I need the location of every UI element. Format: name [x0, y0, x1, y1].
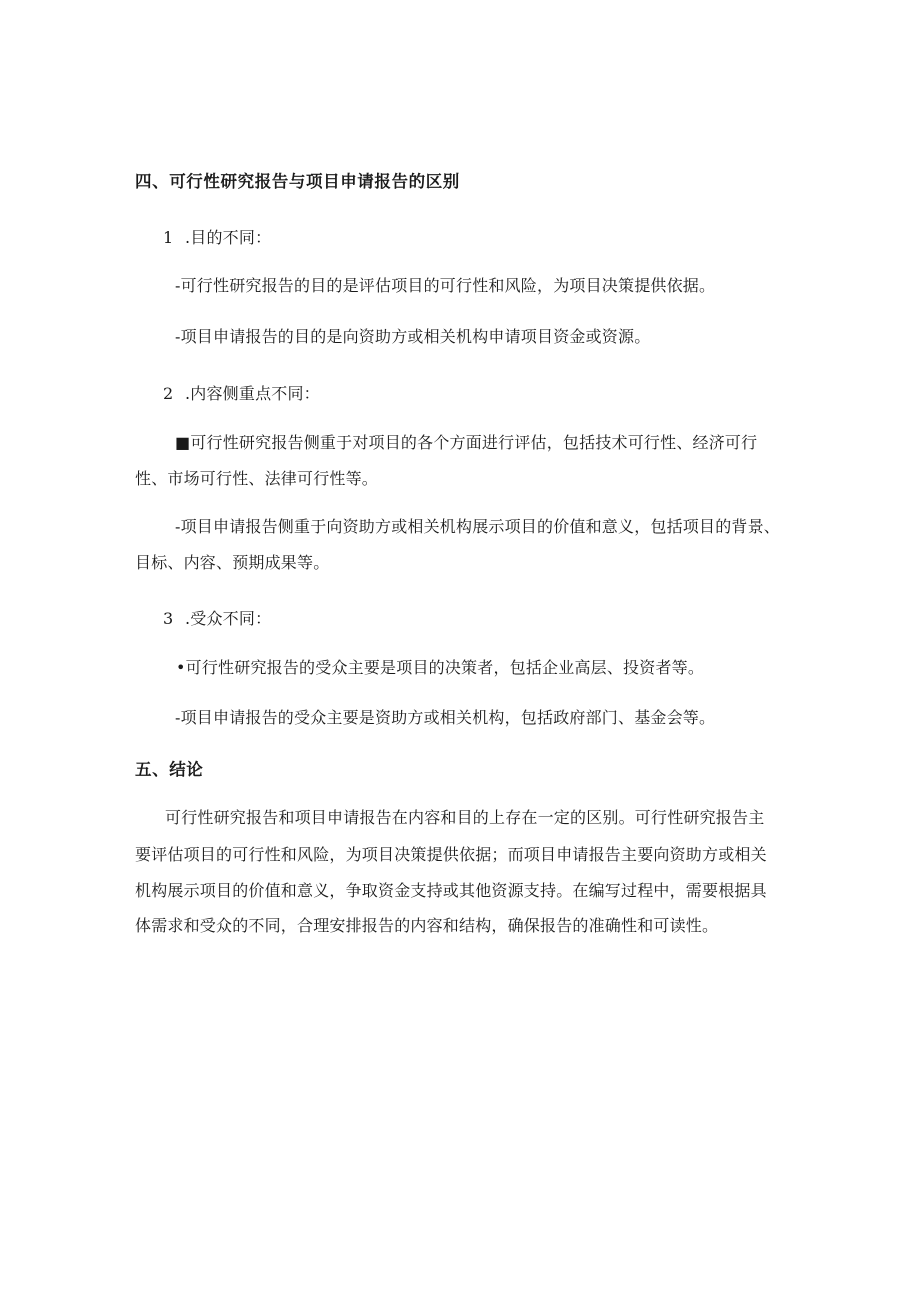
item-2-point-1-line-1: ■可行性研究报告侧重于对项目的各个方面进行评估，包括技术可行性、经济可行 — [175, 433, 758, 452]
item-1-heading — [163, 228, 271, 248]
item-1-label: .目的不同： — [185, 228, 272, 247]
conclusion-line-1: 可行性研究报告和项目申请报告在内容和目的上存在一定的区别。可行性研究报告主 — [165, 808, 765, 827]
conclusion-line-3: 机构展示项目的价值和意义，争取资金支持或其他资源支持。在编写过程中，需要根据具 — [135, 881, 767, 900]
item-3-label: .受众不同： — [185, 609, 272, 628]
item-3-point-2: -项目申请报告的受众主要是资助方或相关机构，包括政府部门、基金会等。 — [175, 708, 716, 727]
item-1-point-2: -项目申请报告的目的是向资助方或相关机构申请项目资金或资源。 — [175, 327, 651, 346]
item-1-point-1: -可行性研究报告的目的是评估项目的可行性和风险，为项目决策提供依据。 — [175, 276, 716, 295]
conclusion-line-4: 体需求和受众的不同，合理安排报告的内容和结构，确保报告的准确性和可读性。 — [135, 916, 719, 935]
item-2-number: 2 — [163, 384, 174, 403]
item-1-number: 1 — [163, 228, 174, 247]
item-3-point-1: •可行性研究报告的受众主要是项目的决策者，包括企业高层、投资者等。 — [176, 658, 705, 677]
section-5-heading: 五、结论 — [135, 760, 204, 779]
item-2-point-2-line-2: 目标、内容、预期成果等。 — [135, 553, 330, 572]
conclusion-line-2: 要评估项目的可行性和风险，为项目决策提供依据；而项目申请报告主要向资助方或相关 — [135, 845, 767, 864]
section-4-heading: 四、可行性研究报告与项目申请报告的区别 — [135, 172, 460, 191]
item-2-label: .内容侧重点不同： — [185, 384, 320, 403]
item-2-heading — [163, 384, 320, 404]
item-2-point-1-line-2: 性、市场可行性、法律可行性等。 — [135, 469, 379, 488]
item-3-number: 3 — [163, 609, 174, 628]
item-2-point-2-line-1: -项目申请报告侧重于向资助方或相关机构展示项目的价值和意义，包括项目的背景、 — [175, 517, 781, 536]
item-3-heading — [163, 609, 271, 629]
